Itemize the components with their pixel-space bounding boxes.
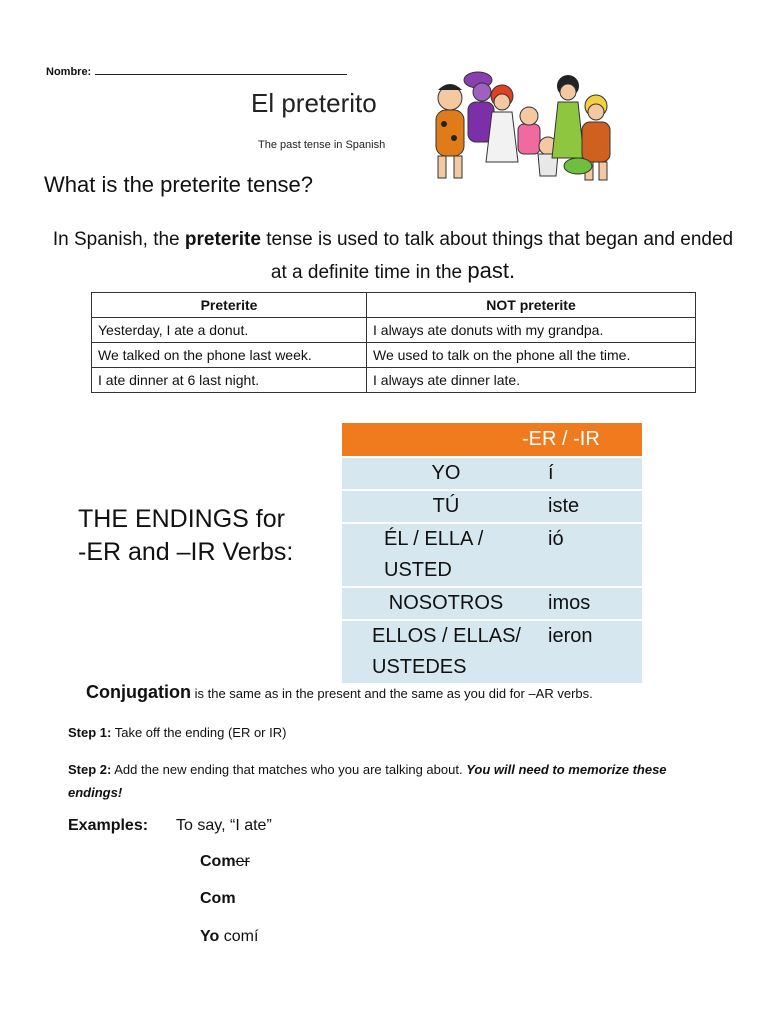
- name-label: Nombre:: [46, 66, 92, 78]
- intro-paragraph: [48, 224, 738, 288]
- endings-heading-line2: -ER and –IR Verbs:: [78, 538, 294, 566]
- question-heading: What is the preterite tense?: [44, 172, 314, 197]
- endings-header-label: -ER / -IR: [522, 428, 600, 450]
- intro-bold-term: preterite: [184, 229, 261, 250]
- examples-label: Examples:: [68, 817, 149, 834]
- pronoun-cell: NOSOTROS: [342, 586, 536, 619]
- ending-cell: iste: [536, 489, 642, 522]
- name-field: [46, 64, 347, 78]
- cartoon-family-image: [430, 58, 620, 184]
- conjugation-note: [86, 682, 593, 703]
- table-row: [342, 456, 642, 489]
- intro-big-word: past.: [467, 258, 516, 283]
- example-verb: comí: [219, 928, 259, 945]
- example-step-stem: Com: [200, 890, 236, 907]
- table-row: [342, 489, 642, 522]
- figure-red-hair: [486, 85, 518, 162]
- figure-green-pet: [564, 158, 592, 174]
- ending-cell: í: [536, 456, 642, 489]
- ending-cell: ió: [536, 522, 642, 586]
- col-header-not-preterite: NOT preterite: [367, 293, 696, 318]
- conjugation-term: Conjugation: [86, 682, 191, 702]
- pronoun-cell: YO: [342, 456, 536, 489]
- example-stem: Com: [200, 853, 236, 870]
- endings-heading-line1: THE ENDINGS for: [78, 505, 285, 533]
- table-row: [342, 586, 642, 619]
- examples-prompt: To say, “I ate”: [176, 817, 272, 834]
- name-blank-line[interactable]: [95, 64, 347, 75]
- pronoun-cell: TÚ: [342, 489, 536, 522]
- ending-cell: imos: [536, 586, 642, 619]
- table-cell: I always ate dinner late.: [367, 368, 696, 393]
- table-row: [92, 368, 696, 393]
- example-step-infinitive: [200, 853, 250, 871]
- step-2-emphasis: You will need to memorize these endings!: [68, 762, 667, 800]
- example-pronoun: Yo: [200, 928, 220, 945]
- pronoun-cell: ELLOS / ELLAS/ USTEDES: [342, 619, 536, 683]
- example-step-result: [200, 928, 258, 946]
- table-row: [92, 343, 696, 368]
- conjugation-text: is the same as in the present and the same as you did for –AR verbs.: [190, 686, 593, 701]
- endings-table-header: [342, 423, 642, 456]
- table-cell: We talked on the phone last week.: [92, 343, 367, 368]
- endings-heading: [78, 503, 293, 569]
- table-row: [342, 522, 642, 586]
- table-cell: I ate dinner at 6 last night.: [92, 368, 367, 393]
- step-1-text: Take off the ending (ER or IR): [111, 725, 287, 740]
- preterite-comparison-table: [91, 292, 696, 393]
- figure-pink: [518, 107, 540, 154]
- table-cell: We used to talk on the phone all the time.: [367, 343, 696, 368]
- table-cell: Yesterday, I ate a donut.: [92, 318, 367, 343]
- page-title: El preterito: [251, 88, 377, 118]
- endings-table: [342, 423, 642, 683]
- example-struck-ending: er: [235, 853, 250, 870]
- ending-cell: ieron: [536, 619, 642, 683]
- step-1-label: Step 1:: [68, 725, 112, 740]
- step-2-label: Step 2:: [68, 762, 112, 777]
- intro-text-1: In Spanish, the: [52, 229, 185, 250]
- step-1: [68, 725, 286, 740]
- step-2: [68, 758, 708, 804]
- figure-left: [436, 84, 464, 178]
- examples-line: [68, 817, 272, 835]
- step-2-text: Add the new ending that matches who you are talking about.: [111, 762, 467, 777]
- intro-text-2: tense is used to talk about things that began and ended at a definite time in the: [260, 229, 734, 283]
- page-subtitle: The past tense in Spanish: [258, 139, 386, 151]
- table-row: [92, 318, 696, 343]
- table-cell: I always ate donuts with my grandpa.: [367, 318, 696, 343]
- col-header-preterite: Preterite: [92, 293, 367, 318]
- table-row: [342, 619, 642, 683]
- figure-dark-hair: [552, 75, 584, 158]
- pronoun-cell: ÉL / ELLA / USTED: [342, 522, 536, 586]
